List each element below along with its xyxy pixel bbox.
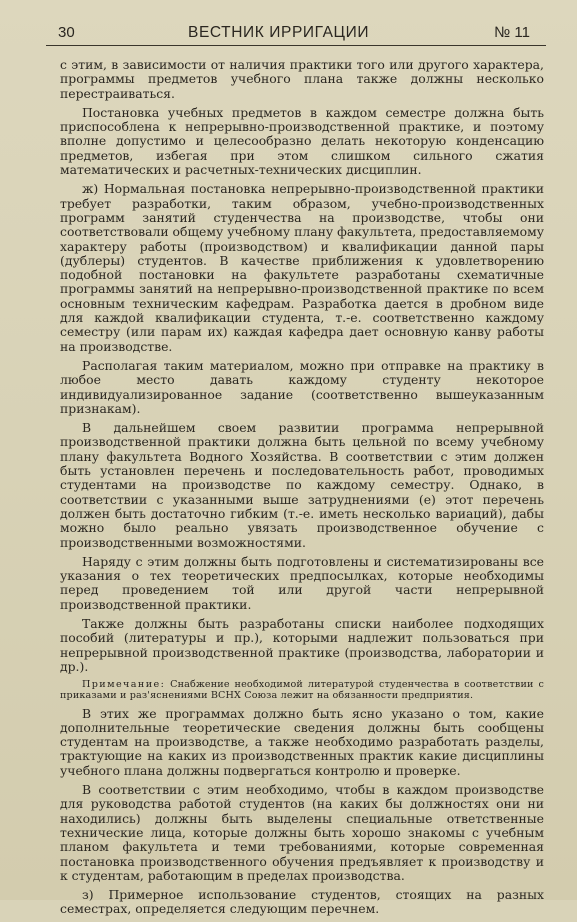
- paragraph: с этим, в зависимости от наличия практики того или другого характера, программы предметов учебного плана также должны несколько перестраиваться.: [60, 57, 544, 101]
- paragraph: Наряду с этим должны быть подготовлены и систематизированы все указания о тех теоретических предпосылках, которые необходимы перед проведением той или другой части непрерывной производственной практики.: [60, 553, 544, 612]
- page-number: 30: [58, 24, 75, 41]
- paragraph: Также должны быть разработаны списки наиболее подходящих пособий (литературы и пр.), которыми надлежит пользоваться при непрерывной производственной практике (производства, лаборатории и др.).: [60, 615, 544, 674]
- paragraph: ж) Нормальная постановка непрерывно-производственной практики требует разработки, таким образом, учебно-производственных программ занятий студенчества на производстве, чтобы они соответствовали общему учебному плану факультета, предоставляемому характеру работы (производством) и квалификации данной пары (дублеры) студентов. В качестве приближения к удовлетворению подобной постановки на факультете разработаны схематичные программы занятий на непрерывно-производственной практике по всем основным техническим кафедрам. Разработка дается в дробном виде для каждой квалификации студента, т.-е. соответственно каждому семестру (или парам их) каждая кафедра дает основную канву работы на производстве.: [60, 181, 544, 354]
- paragraph: з) Примерное использование студентов, стоящих на разных семестрах, определяется следующим перечнем.: [60, 887, 544, 917]
- article-body: [60, 58, 544, 922]
- journal-title: ВЕСТНИК ИРРИГАЦИИ: [188, 24, 370, 41]
- running-header: [58, 24, 530, 46]
- header-rule: [46, 45, 546, 46]
- paragraph: Постановка учебных предметов в каждом семестре должна быть приспособлена к непрерывно-производственной практике, и поэтому вполне допустимо и целесообразно делать некоторую конденсацию предметов, избегая при этом слишком сильного сжатия математических и расчетных-технических дисциплин.: [60, 104, 544, 178]
- paragraph: В дальнейшем своем развитии программа непрерывной производственной практики должна быть цельной по всему учебному плану факультета Водного Хозяйства. В соответствии с этим должен быть установлен перечень и последовательность работ, проводимых студентами на производстве по каждому семестру. Однако, в соответствии с указанными выше затруднениями (е) этот перечень должен быть достаточно гибким (т.-е. иметь несколько вариаций), дабы можно было реально увязать производственное обучение с производственными возможностями.: [60, 420, 544, 550]
- issue-number: № 11: [494, 24, 530, 41]
- paragraph: Располагая таким материалом, можно при отправке на практику в любое место давать каждому студенту некоторое индивидуализированное задание (соответственно вышеуказанным признакам).: [60, 357, 544, 416]
- footnote-text: Снабжение необходимой литературой студенчества в соответствии с приказами и раз'яснениями ВСНХ Союза лежит на обязанности предприятия.: [60, 679, 544, 702]
- footnote-label: Примечание:: [82, 679, 166, 691]
- paragraph: В этих же программах должно быть ясно указано о том, какие дополнительные теоретические сведения должны быть сообщены студентам на производстве, а также необходимо разработать разделы, трактующие на каких из производственных практик какие дисциплины учебного плана должны подвергаться контролю и проверке.: [60, 705, 544, 778]
- footnote: [60, 679, 544, 701]
- paragraph: В соответствии с этим необходимо, чтобы в каждом производстве для руководства работой студентов (на каких бы должностях они ни находились) должны быть выделены специальные ответственные технические лица, которые должны быть хорошо знакомы с учебным планом факультета и теми требованиями, которые современная постановка производственного обучения предъявляет к производству и к студентам, работающим в пределах производства.: [60, 782, 544, 883]
